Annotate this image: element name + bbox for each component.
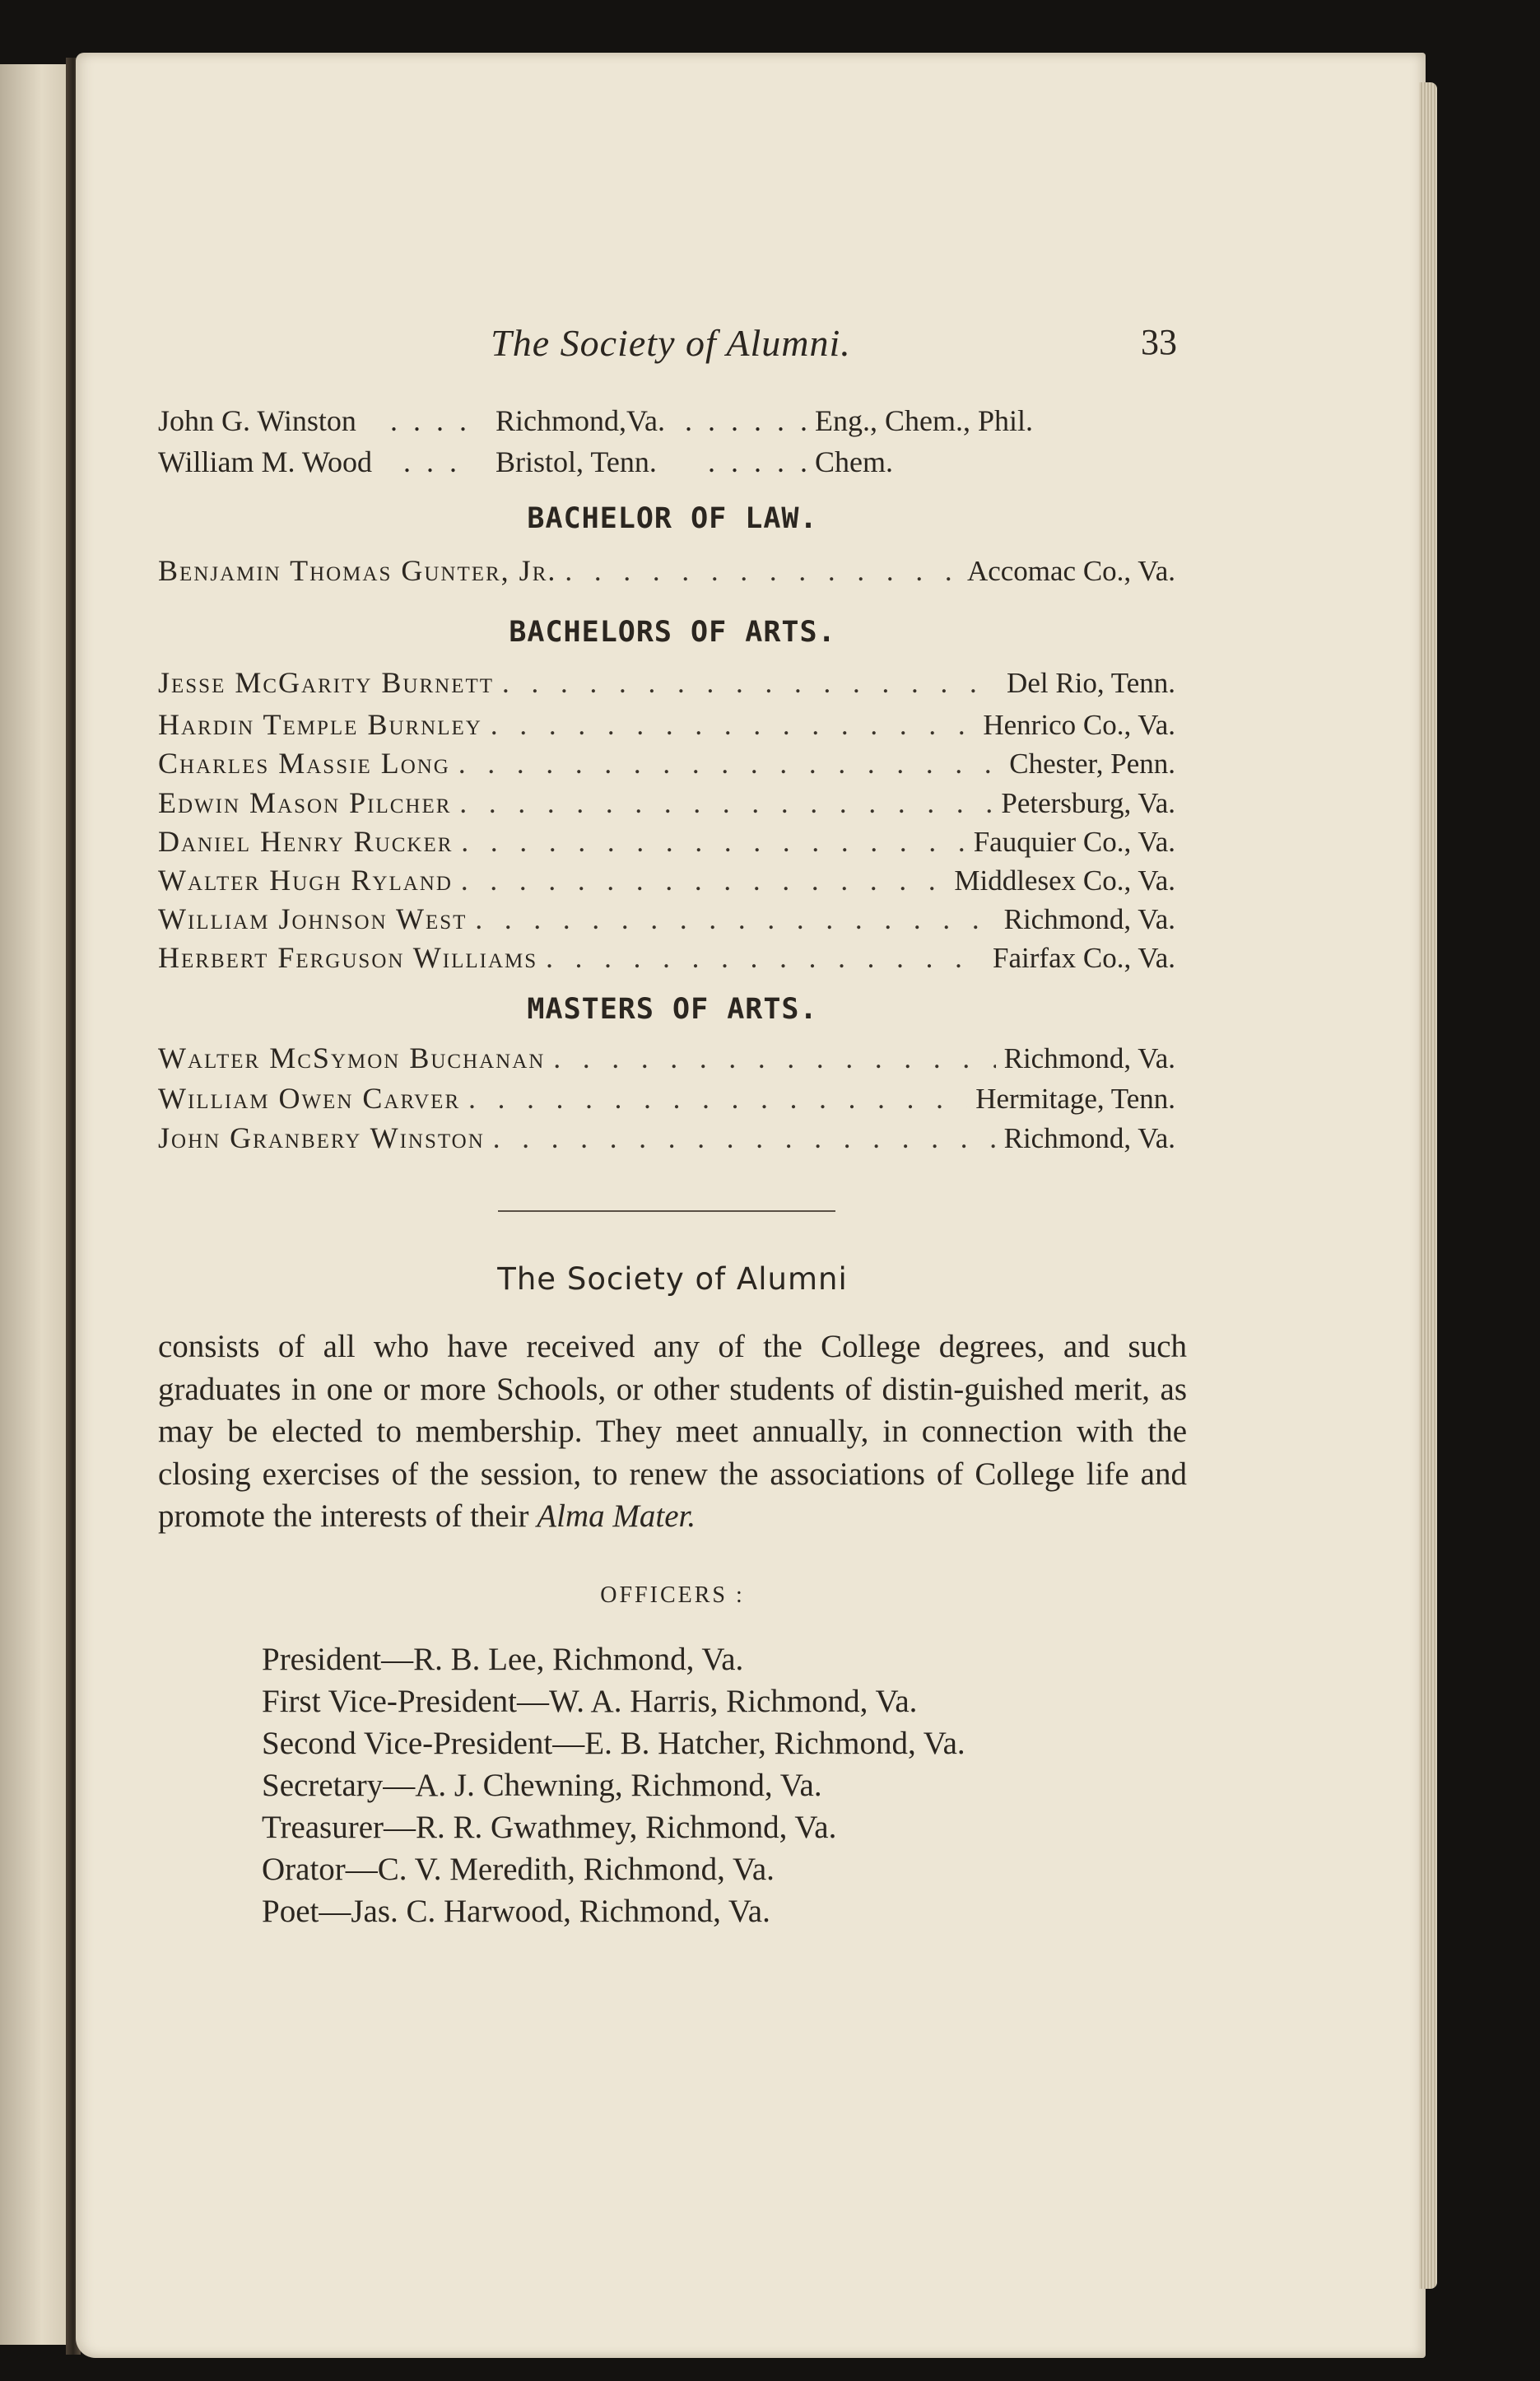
- facing-page-edge: [0, 64, 76, 2345]
- entry-place: Middlesex Co., Va.: [954, 864, 1175, 897]
- entry-place: Fairfax Co., Va.: [993, 942, 1175, 974]
- entry-name: John Granbery Winston: [158, 1121, 485, 1154]
- leader-dots: [546, 942, 984, 975]
- section-divider: [498, 1210, 835, 1212]
- officer-line: First Vice-President—W. A. Harris, Richmond, Va.: [262, 1684, 918, 1719]
- degree-entry: [158, 863, 1175, 897]
- officers-list: [262, 1638, 1167, 1932]
- entry-name: Daniel Henry Rucker: [158, 825, 454, 858]
- society-description-text: consists of all who have received any of the College degrees, and such graduates in one or more Schools, or other students of distin-guished merit, as may be elected to membership. They meet annually, in connection with the closing exercises of the session, to renew the associations of College life and promote the interests of their: [158, 1329, 1187, 1534]
- officer-line: Treasurer—R. R. Gwathmey, Richmond, Va.: [262, 1810, 837, 1845]
- graduate-subjects: Eng., Chem., Phil.: [815, 404, 1034, 437]
- degree-entry: [158, 553, 1175, 588]
- leader-dots: [468, 1083, 967, 1116]
- bachelors-of-arts-heading: BACHELORS OF ARTS.: [509, 616, 836, 649]
- leader-dots: [458, 748, 1001, 780]
- entry-place: Richmond, Va.: [1003, 903, 1175, 935]
- leader-dots: [491, 709, 975, 742]
- graduates-list: [158, 403, 1187, 486]
- entry-place: Hermitage, Tenn.: [975, 1083, 1175, 1115]
- degree-entry: [158, 1041, 1175, 1075]
- leader-dots: . . . . .: [708, 445, 812, 478]
- entry-name: William Owen Carver: [158, 1082, 461, 1115]
- degree-entry: [158, 707, 1175, 742]
- officer-line: President—R. B. Lee, Richmond, Va.: [262, 1642, 744, 1677]
- entry-place: Del Rio, Tenn.: [1007, 667, 1175, 699]
- page-number: 33: [1141, 322, 1177, 362]
- graduate-row: [158, 403, 1187, 445]
- graduate-subjects: Chem.: [815, 445, 893, 478]
- entry-place: Fauquier Co., Va.: [973, 826, 1175, 858]
- masters-of-arts-heading: MASTERS OF ARTS.: [527, 993, 818, 1026]
- leader-dots: [502, 667, 998, 700]
- officer-line: Second Vice-President—E. B. Hatcher, Richmond, Va.: [262, 1726, 965, 1761]
- entry-name: Jesse McGarity Burnett: [158, 666, 495, 699]
- officer-line: Orator—C. V. Meredith, Richmond, Va.: [262, 1852, 775, 1887]
- degree-entry: [158, 785, 1175, 820]
- entry-place: Chester, Penn.: [1009, 748, 1175, 780]
- degree-entry: [158, 665, 1175, 700]
- society-description: [158, 1326, 1187, 1538]
- graduate-place: Bristol, Tenn.: [495, 445, 657, 478]
- graduate-place: Richmond,Va.: [495, 404, 665, 437]
- degree-entry: [158, 902, 1175, 936]
- entry-name: Edwin Mason Pilcher: [158, 786, 452, 819]
- entry-place: Petersburg, Va.: [1001, 787, 1175, 819]
- graduate-name: William M. Wood: [158, 445, 372, 478]
- leader-dots: [461, 864, 946, 897]
- leader-dots: [475, 903, 995, 936]
- degree-entry: [158, 940, 1175, 975]
- entry-name: Charles Massie Long: [158, 747, 450, 780]
- leader-dots: [565, 555, 959, 588]
- degree-entry: [158, 824, 1175, 859]
- entry-name: Walter McSymon Buchanan: [158, 1041, 546, 1074]
- leader-dots: . . .: [403, 445, 461, 478]
- graduate-name: John G. Winston: [158, 404, 356, 437]
- society-heading: The Society of Alumni: [497, 1261, 848, 1297]
- leader-dots: [553, 1042, 995, 1075]
- officer-line: Secretary—A. J. Chewning, Richmond, Va.: [262, 1768, 822, 1803]
- entry-name: Benjamin Thomas Gunter, Jr.: [158, 554, 557, 587]
- running-title: The Society of Alumni.: [491, 322, 851, 364]
- entry-place: Richmond, Va.: [1003, 1122, 1175, 1154]
- running-head: [156, 321, 1185, 370]
- entry-place: Henrico Co., Va.: [983, 709, 1175, 741]
- graduate-row: [158, 445, 1187, 486]
- leader-dots: [493, 1122, 996, 1155]
- entry-name: Herbert Ferguson Williams: [158, 941, 538, 974]
- entry-name: William Johnson West: [158, 902, 468, 935]
- entry-name: Hardin Temple Burnley: [158, 708, 482, 741]
- leader-dots: [461, 826, 965, 859]
- alma-mater-text: Alma Mater.: [537, 1498, 696, 1534]
- leader-dots: . . . .: [390, 404, 471, 437]
- officer-line: Poet—Jas. C. Harwood, Richmond, Va.: [262, 1894, 770, 1929]
- bachelor-of-law-heading: BACHELOR OF LAW.: [527, 502, 818, 535]
- degree-entry: [158, 746, 1175, 780]
- leader-dots: [459, 787, 993, 820]
- officers-heading: OFFICERS :: [600, 1582, 745, 1608]
- degree-entry: [158, 1081, 1175, 1116]
- page-stack-edge: [1419, 82, 1437, 2289]
- degree-entry: [158, 1121, 1175, 1155]
- entry-place: Accomac Co., Va.: [966, 555, 1175, 587]
- entry-place: Richmond, Va.: [1003, 1042, 1175, 1074]
- leader-dots: . . . . . .: [685, 404, 812, 437]
- entry-name: Walter Hugh Ryland: [158, 864, 453, 897]
- book-page: [76, 53, 1426, 2358]
